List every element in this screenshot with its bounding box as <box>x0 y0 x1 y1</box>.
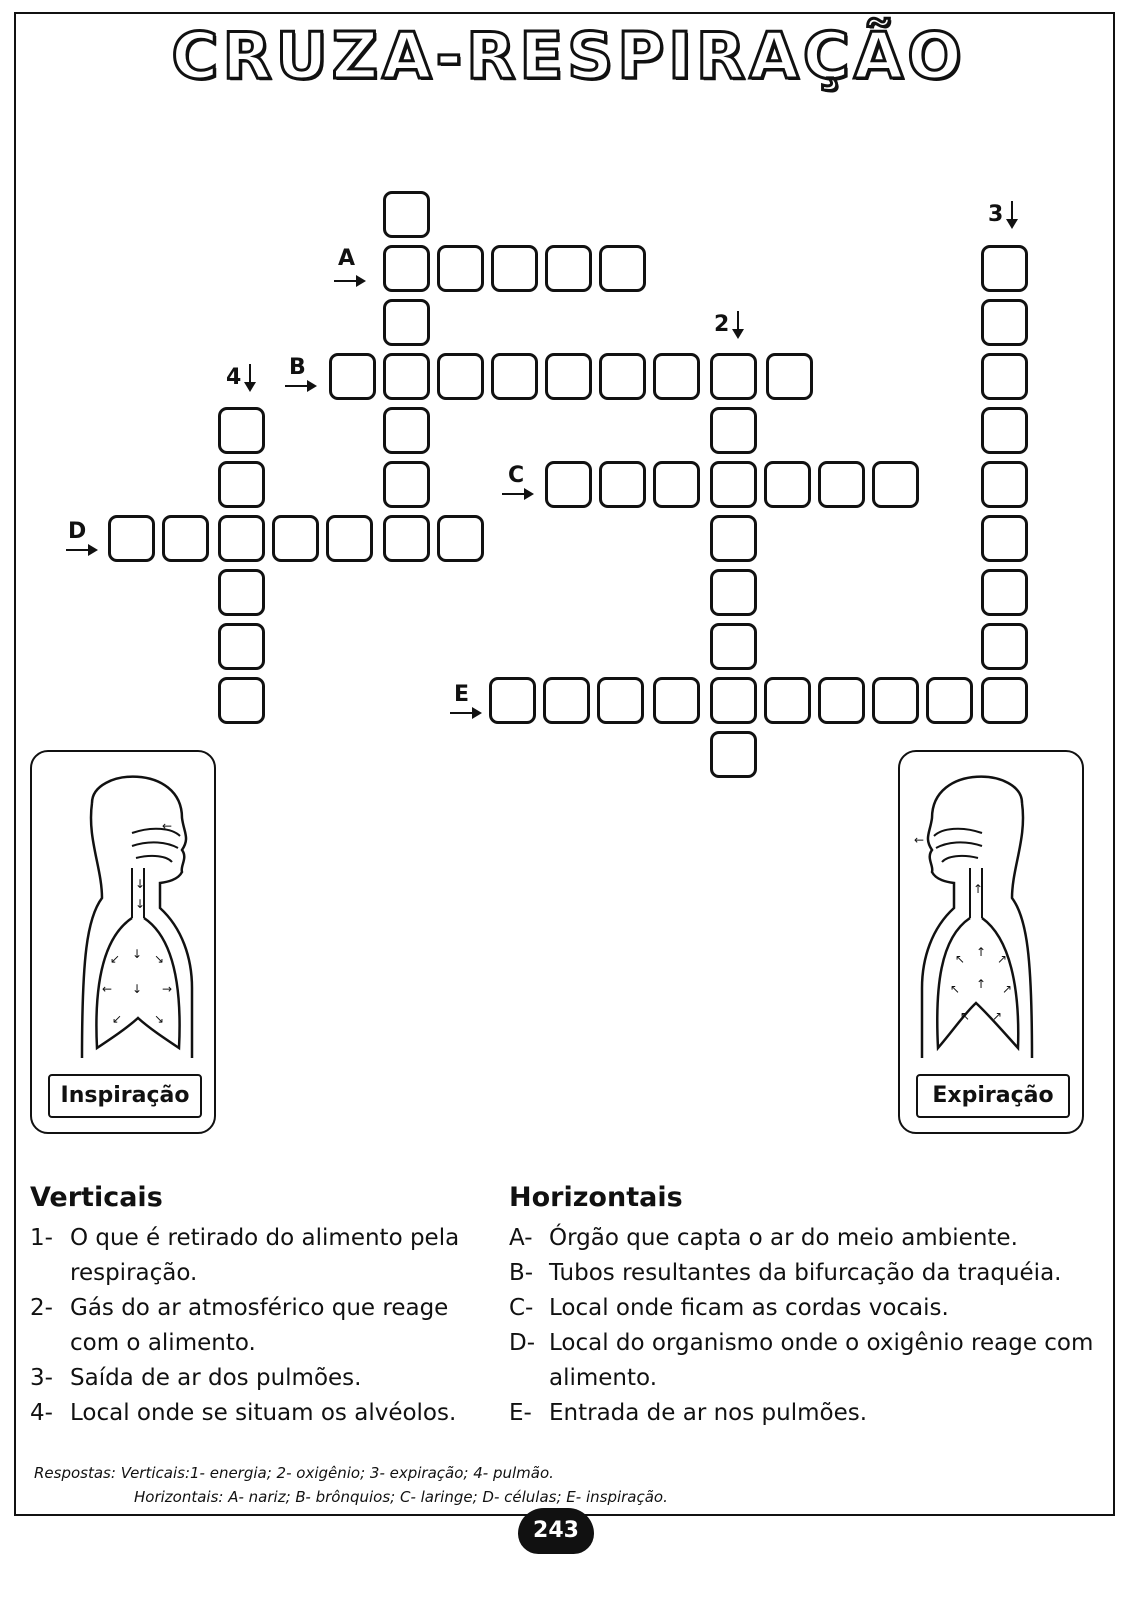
svg-text:↙: ↙ <box>112 1012 123 1026</box>
crossword-cell[interactable] <box>710 623 757 670</box>
page-title: CRUZA-RESPIRAÇÃO <box>171 20 966 94</box>
crossword-cell[interactable] <box>653 353 700 400</box>
svg-text:↙: ↙ <box>110 952 121 966</box>
crossword-cell[interactable] <box>218 569 265 616</box>
clue-label-a: A <box>338 246 356 271</box>
clue-text: Local onde se situam os alvéolos. <box>70 1400 457 1426</box>
svg-text:↗: ↗ <box>992 1009 1003 1023</box>
svg-text:→: → <box>162 982 173 996</box>
clue-number: 3- <box>30 1365 53 1391</box>
clue-number: 4- <box>30 1400 53 1426</box>
clue-number: D- <box>509 1330 536 1356</box>
crossword-cell[interactable] <box>599 461 646 508</box>
crossword-cell[interactable] <box>489 677 536 724</box>
crossword-cell[interactable] <box>383 191 430 238</box>
crossword-cell[interactable] <box>766 353 813 400</box>
clue-text: Gás do ar atmosférico que reage com o alimento. <box>70 1295 449 1356</box>
crossword-cell[interactable] <box>981 569 1028 616</box>
crossword-cell[interactable] <box>218 677 265 724</box>
crossword-cell[interactable] <box>162 515 209 562</box>
expiration-illustration <box>898 750 1084 1134</box>
svg-text:↓: ↓ <box>135 897 146 911</box>
crossword-cell[interactable] <box>597 677 644 724</box>
crossword-cell[interactable] <box>545 353 592 400</box>
arrow-right-icon <box>450 712 480 714</box>
crossword-cell[interactable] <box>491 353 538 400</box>
clue-item <box>509 1256 1099 1291</box>
clue-text: Entrada de ar nos pulmões. <box>549 1400 868 1426</box>
clues-vertical-heading: Verticais <box>30 1182 163 1213</box>
crossword-cell[interactable] <box>710 353 757 400</box>
clue-item <box>30 1221 500 1291</box>
crossword-cell[interactable] <box>818 677 865 724</box>
svg-text:↗: ↗ <box>1002 982 1013 996</box>
crossword-cell[interactable] <box>764 461 811 508</box>
crossword-cell[interactable] <box>218 461 265 508</box>
crossword-cell[interactable] <box>981 461 1028 508</box>
clue-number: E- <box>509 1400 532 1426</box>
clue-text: O que é retirado do alimento pela respiração. <box>70 1225 460 1286</box>
clue-item <box>509 1291 1099 1326</box>
crossword-cell[interactable] <box>329 353 376 400</box>
clue-item <box>509 1326 1099 1396</box>
crossword-cell[interactable] <box>872 461 919 508</box>
crossword-cell[interactable] <box>326 515 373 562</box>
crossword-cell[interactable] <box>545 245 592 292</box>
crossword-cell[interactable] <box>818 461 865 508</box>
clue-number: 1- <box>30 1225 53 1251</box>
crossword-cell[interactable] <box>710 515 757 562</box>
clue-item <box>30 1396 500 1431</box>
clue-number: C- <box>509 1295 534 1321</box>
inspiration-label: Inspiração <box>48 1074 202 1118</box>
clue-number: 2- <box>30 1295 53 1321</box>
clue-label-3: 3 <box>988 202 1004 227</box>
clue-number: B- <box>509 1260 534 1286</box>
crossword-cell[interactable] <box>383 299 430 346</box>
arrow-right-icon <box>334 280 364 282</box>
clue-text: Local onde ficam as cordas vocais. <box>549 1295 949 1321</box>
clue-item <box>509 1396 1099 1431</box>
crossword-cell[interactable] <box>710 569 757 616</box>
respiratory-system-icon <box>32 758 214 1068</box>
crossword-cell[interactable] <box>437 245 484 292</box>
clue-item <box>30 1361 500 1396</box>
crossword-cell[interactable] <box>872 677 919 724</box>
clue-text: Tubos resultantes da bifurcação da traquéia. <box>549 1260 1062 1286</box>
svg-text:↓: ↓ <box>132 947 143 961</box>
clues-vertical <box>30 1182 500 1431</box>
arrow-right-icon <box>66 549 96 551</box>
crossword-cell[interactable] <box>383 407 430 454</box>
clue-item <box>30 1291 500 1361</box>
svg-text:↖: ↖ <box>950 982 961 996</box>
answers-line-vertical: Respostas: Verticais:1- energia; 2- oxigênio; 3- expiração; 4- pulmão. <box>34 1464 554 1482</box>
crossword-cell[interactable] <box>981 353 1028 400</box>
clue-text: Órgão que capta o ar do meio ambiente. <box>549 1225 1018 1251</box>
svg-text:←: ← <box>914 833 925 847</box>
clue-label-2: 2 <box>714 312 730 337</box>
crossword-cell[interactable] <box>218 407 265 454</box>
clue-item <box>509 1221 1099 1256</box>
crossword-cell[interactable] <box>653 677 700 724</box>
svg-text:←: ← <box>102 982 113 996</box>
expiration-label: Expiração <box>916 1074 1070 1118</box>
clues-horizontal <box>509 1182 1099 1431</box>
crossword-cell[interactable] <box>653 461 700 508</box>
crossword-cell[interactable] <box>981 623 1028 670</box>
clues-horizontal-heading: Horizontais <box>509 1182 683 1213</box>
crossword-cell[interactable] <box>437 353 484 400</box>
crossword-cell[interactable] <box>491 245 538 292</box>
clue-text: Local do organismo onde o oxigênio reage com alimento. <box>549 1330 1094 1391</box>
respiratory-system-icon <box>900 758 1082 1068</box>
svg-text:←: ← <box>162 819 173 833</box>
clue-text: Saída de ar dos pulmões. <box>70 1365 362 1391</box>
crossword-cell[interactable] <box>981 515 1028 562</box>
inspiration-illustration <box>30 750 216 1134</box>
clue-label-d: D <box>68 519 87 544</box>
svg-text:↖: ↖ <box>955 952 966 966</box>
clue-number: A- <box>509 1225 533 1251</box>
svg-text:↗: ↗ <box>997 952 1008 966</box>
answers-line-horizontal: Horizontais: A- nariz; B- brônquios; C- laringe; D- células; E- inspiração. <box>134 1488 668 1506</box>
crossword-cell[interactable] <box>710 461 757 508</box>
crossword-cell[interactable] <box>108 515 155 562</box>
svg-text:↑: ↑ <box>976 945 987 959</box>
crossword-cell[interactable] <box>543 677 590 724</box>
svg-text:↘: ↘ <box>154 1012 165 1026</box>
crossword-cell[interactable] <box>981 407 1028 454</box>
answers-block <box>34 1461 668 1509</box>
arrow-right-icon <box>285 385 315 387</box>
clue-label-b: B <box>289 355 306 380</box>
arrow-down-icon <box>249 364 251 390</box>
crossword-cell[interactable] <box>710 731 757 778</box>
crossword-cell[interactable] <box>383 245 430 292</box>
crossword-cell[interactable] <box>710 407 757 454</box>
crossword-cell[interactable] <box>710 677 757 724</box>
crossword-cell[interactable] <box>981 245 1028 292</box>
svg-text:↑: ↑ <box>976 977 987 991</box>
svg-text:↑: ↑ <box>973 882 984 896</box>
crossword-cell[interactable] <box>272 515 319 562</box>
clue-label-c: C <box>508 463 525 488</box>
svg-text:↓: ↓ <box>132 982 143 996</box>
svg-text:↓: ↓ <box>135 877 146 891</box>
crossword-cell[interactable] <box>599 245 646 292</box>
arrow-right-icon <box>502 493 532 495</box>
svg-text:↖: ↖ <box>960 1009 971 1023</box>
crossword-cell[interactable] <box>545 461 592 508</box>
crossword-cell[interactable] <box>764 677 811 724</box>
crossword-cell[interactable] <box>981 677 1028 724</box>
page-number: 243 <box>518 1508 594 1554</box>
clue-label-4: 4 <box>226 365 242 390</box>
crossword-cell[interactable] <box>981 299 1028 346</box>
crossword-cell[interactable] <box>437 515 484 562</box>
crossword-cell[interactable] <box>926 677 973 724</box>
crossword-cell[interactable] <box>383 353 430 400</box>
arrow-down-icon <box>737 311 739 337</box>
arrow-down-icon <box>1011 201 1013 227</box>
crossword-cell[interactable] <box>383 515 430 562</box>
crossword-cell[interactable] <box>218 515 265 562</box>
crossword-cell[interactable] <box>599 353 646 400</box>
crossword-cell[interactable] <box>383 461 430 508</box>
clue-label-e: E <box>454 682 470 707</box>
svg-text:↘: ↘ <box>154 952 165 966</box>
crossword-cell[interactable] <box>218 623 265 670</box>
